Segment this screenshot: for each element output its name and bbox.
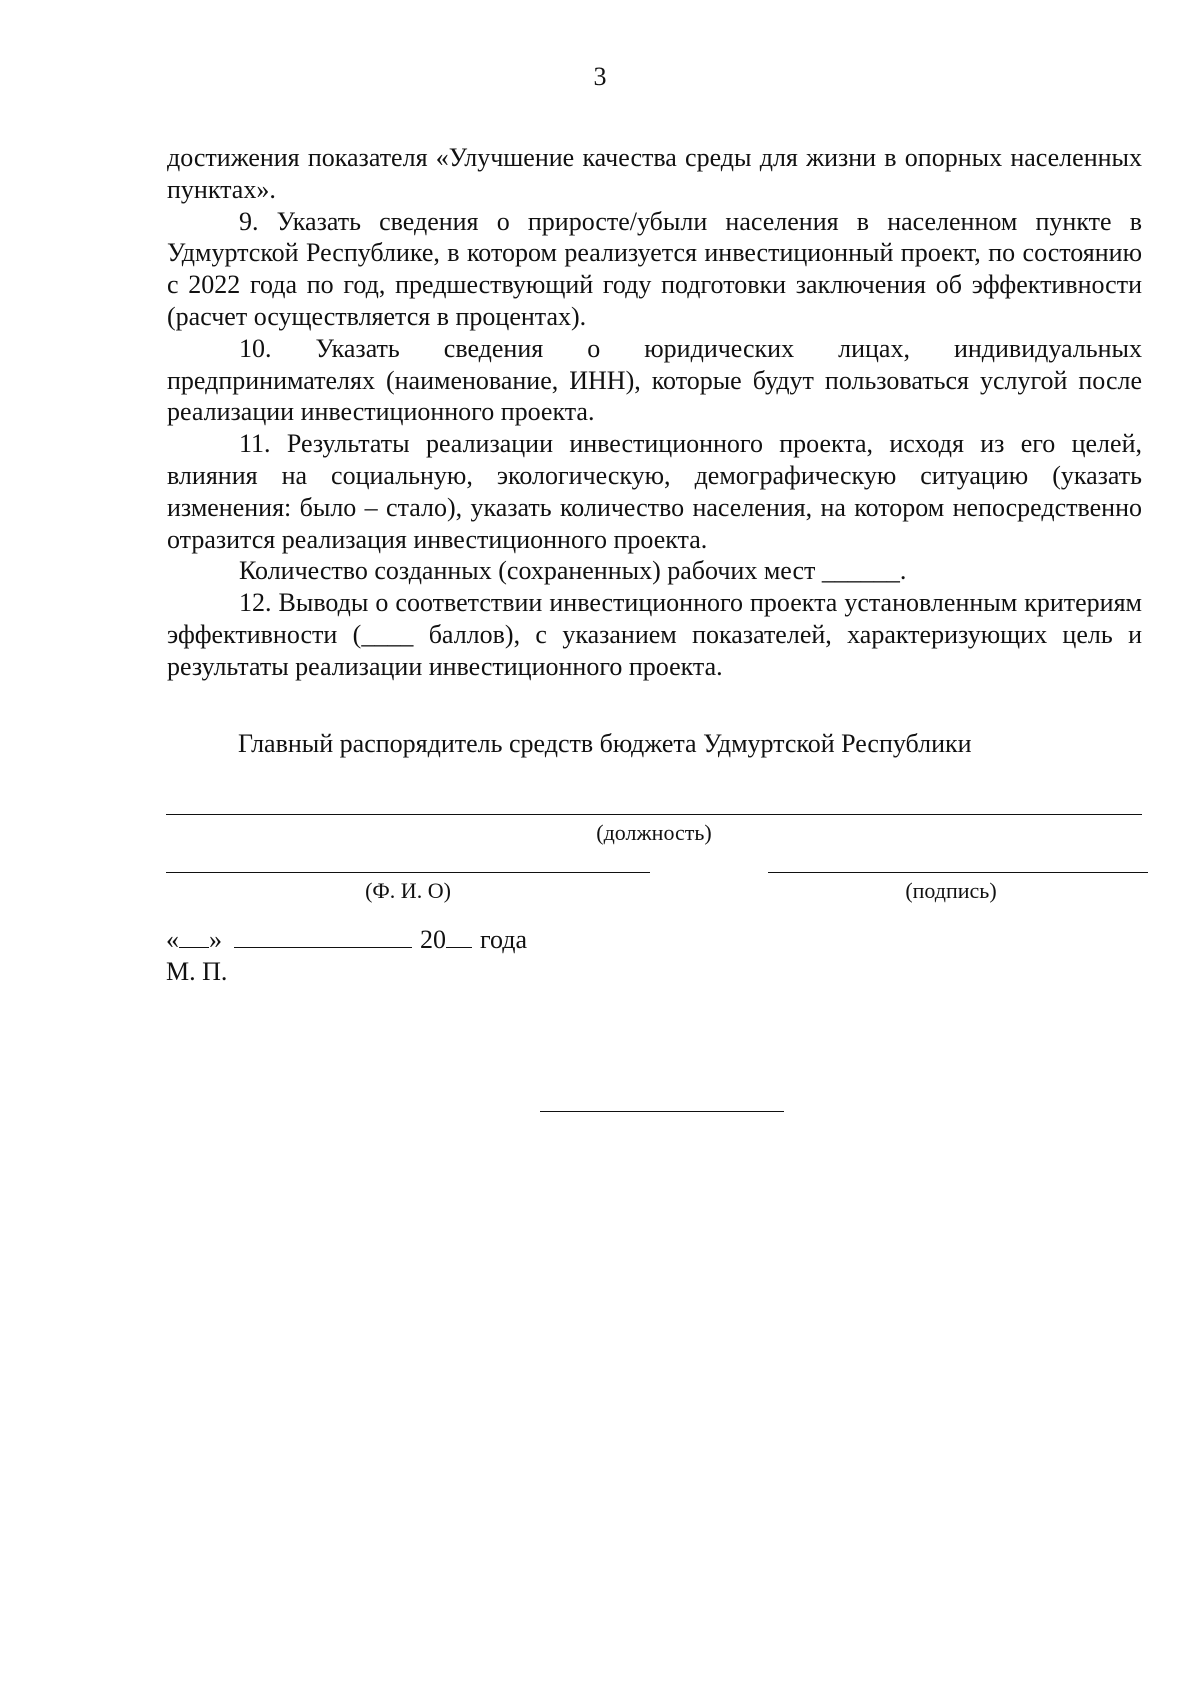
- paragraph-item-11: 11. Результаты реализации инвестиционного проекта, исходя из его целей, влияния на социальную, экологическую, демографическую ситуацию (указать изменения: было – стало), указать количество населения, на котором непосредственно отразится реализация инвестиционного проекта.: [167, 429, 1142, 554]
- date-close-quote: »: [209, 925, 222, 954]
- signature-caption: (подпись): [905, 878, 997, 903]
- page-number: 3: [593, 62, 607, 91]
- signatory-title: Главный распорядитель средств бюджета Удмуртской Республики: [238, 729, 972, 758]
- date-open-quote: «: [166, 925, 179, 954]
- document-body: [167, 142, 1142, 683]
- paragraph-item-10-rest: предпринимателях (наименование, ИНН), которые будут пользоваться услугой после реализации инвестиционного проекта.: [167, 365, 1142, 427]
- position-caption: (должность): [596, 820, 712, 845]
- year-blank: [446, 925, 472, 948]
- paragraph-item-9: 9. Указать сведения о приросте/убыли населения в населенном пункте в Удмуртской Республике, в котором реализуется инвестиционный проект, по состоянию с 2022 года по год, предшествующий году подготовки заключения об эффективности (расчет осуществляется в процентах).: [167, 206, 1142, 331]
- paragraph-continuation: достижения показателя «Улучшение качества среды для жизни в опорных населенных пунктах».: [167, 143, 1142, 204]
- name-line: [166, 872, 650, 873]
- paragraph-item-12: 12. Выводы о соответствии инвестиционного проекта установленным критериям эффективности (____ баллов), с указанием показателей, характеризующих цель и результаты реализации инвестиционного проекта.: [167, 588, 1142, 681]
- paragraph-jobs-count: Количество созданных (сохраненных) рабочих мест ______.: [239, 556, 907, 586]
- signature-line: [768, 872, 1148, 873]
- date-year-prefix: 20: [420, 925, 446, 954]
- end-divider: [540, 1111, 784, 1112]
- paragraph-item-10-line1: 10. Указать сведения о юридических лицах, индивидуальных: [239, 333, 1142, 363]
- date-year-suffix: года: [480, 925, 528, 954]
- date-line: [166, 924, 527, 956]
- month-blank: [234, 925, 412, 948]
- stamp-placeholder: М. П.: [166, 957, 228, 986]
- day-blank: [179, 925, 209, 948]
- name-caption: (Ф. И. О): [365, 878, 451, 903]
- position-line: [166, 814, 1142, 815]
